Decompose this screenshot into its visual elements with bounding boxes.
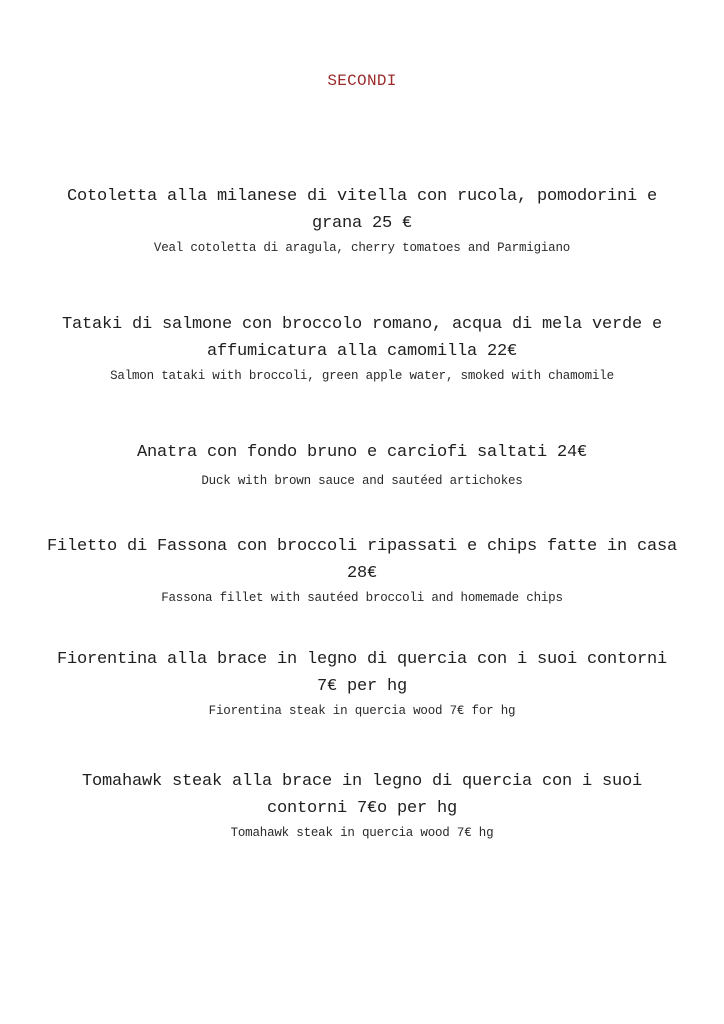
- menu-item-anatra: [40, 439, 684, 490]
- item-name-line2: affumicatura alla camomilla 22€: [206, 342, 518, 361]
- item-name-line1: Filetto di Fassona con broccoli ripassati e chips fatte in casa: [46, 537, 678, 556]
- item-description: Veal cotoletta di aragula, cherry tomatoes and Parmigiano: [153, 241, 571, 255]
- menu-item-tataki: [40, 311, 684, 385]
- item-name-line2: 7€ per hg: [316, 677, 407, 696]
- item-description: Duck with brown sauce and sautéed artichokes: [201, 474, 523, 488]
- section-title: SECONDI: [327, 72, 397, 90]
- item-description: Salmon tataki with broccoli, green apple water, smoked with chamomile: [110, 369, 614, 383]
- item-name-line1: Cotoletta alla milanese di vitella con rucola, pomodorini e: [66, 187, 658, 206]
- menu-item-tomahawk: [40, 768, 684, 842]
- item-name-line1: Fiorentina alla brace in legno di quercia con i suoi contorni: [56, 650, 668, 669]
- item-description: Fiorentina steak in quercia wood 7€ for hg: [208, 704, 516, 718]
- menu-item-fiorentina: [40, 646, 684, 720]
- menu-item-filetto: [40, 533, 684, 607]
- item-name-line2: grana 25 €: [311, 214, 413, 233]
- item-description: Tomahawk steak in quercia wood 7€ hg: [230, 826, 494, 840]
- menu-item-cotoletta: [40, 183, 684, 257]
- item-name-line2: 28€: [346, 564, 377, 583]
- item-name-line1: Anatra con fondo bruno e carciofi saltati 24€: [136, 443, 588, 462]
- item-name-line1: Tataki di salmone con broccolo romano, acqua di mela verde e: [61, 315, 663, 334]
- item-name-line2: contorni 7€o per hg: [266, 799, 458, 818]
- item-name-line1: Tomahawk steak alla brace in legno di quercia con i suoi: [81, 772, 643, 791]
- item-description: Fassona fillet with sautéed broccoli and homemade chips: [161, 591, 563, 605]
